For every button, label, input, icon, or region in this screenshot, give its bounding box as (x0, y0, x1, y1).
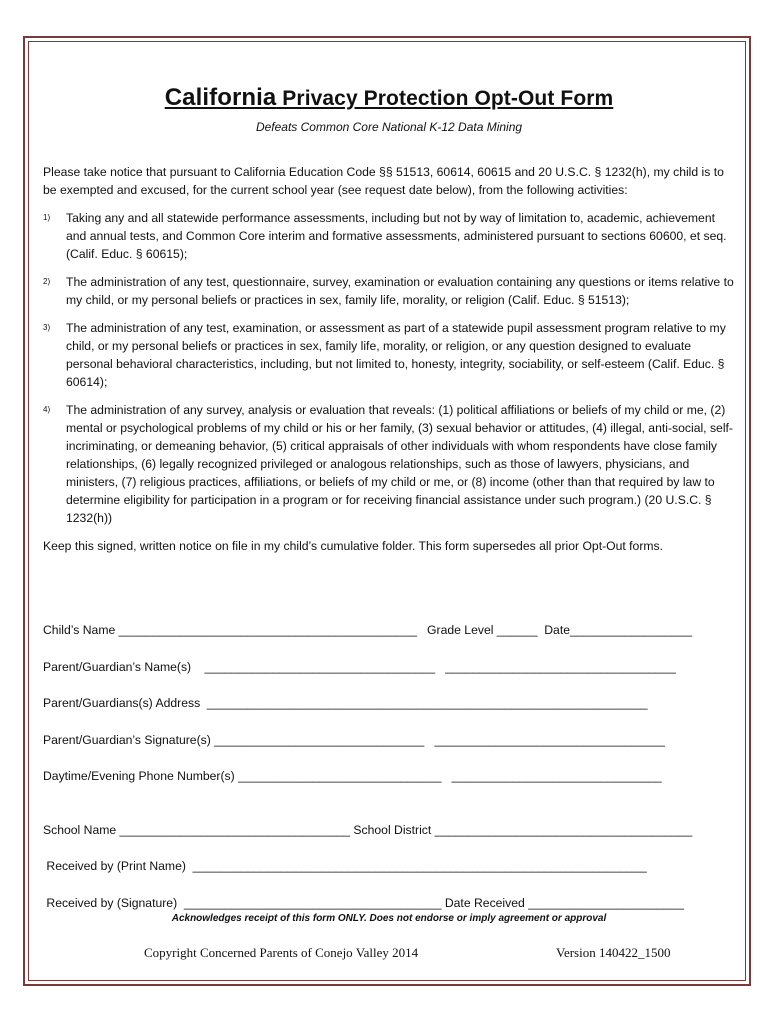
item-text: The administration of any survey, analysis or evaluation that reveals: (1) political affiliations or beliefs of my child or me, (2) mental or psychological problems of my child or his or her family, (3) sexual behavior or attitudes, (4) illegal, anti-social, self-incriminating, or demeaning behavior, (5) critical appraisals of other individuals with whom respondents have close family relationships, (6) legally recognized privileged or analogous relationships, such as those of lawyers, physicians, and ministers, (7) religious practices, affiliations, or beliefs of my child or me, or (8) income (other than that required by law to determine eligibility for participation in a program or for receiving financial assistance under such program.) (20 U.S.C. § 1232(h)) (66, 403, 733, 525)
item-text: Taking any and all statewide performance assessments, including but not by way of limitation to, academic, achievement and annual tests, and Common Core interim and formative assessments, administered pursuant to sections 60600, et seq. (Calif. Educ. § 60615); (66, 211, 727, 261)
item-number: 1) (43, 213, 51, 222)
item-text: The administration of any test, examination, or assessment as part of a statewide pupil assessment program relative to my child, or my personal beliefs or practices in sex, family life, morality, or religion, or any question designed to evaluate personal behavioral characteristics, including, but not limited to, honesty, integrity, sociability, or self-esteem (Calif. Educ. § 60614); (66, 321, 726, 389)
item-text: The administration of any test, questionnaire, survey, examination or evaluation containing any questions or items relative to my child, or my personal beliefs or practices in sex, family life, morality, or religion (Calif. Educ. § 51513); (66, 275, 734, 307)
received-signature-field[interactable]: Received by (Signature) ______________________________________ Date Received _______________________ (43, 896, 685, 910)
title-rest: Privacy Protection Opt-Out Form (276, 87, 614, 110)
version-text: Version 140422_1500 (556, 945, 671, 960)
item-number: 2) (43, 277, 51, 286)
acknowledgement-note: Acknowledges receipt of this form ONLY. Does not endorse or imply agreement or approval (171, 913, 607, 924)
parent-names-field[interactable]: Parent/Guardian’s Name(s) __________________________________ __________________________________ (43, 660, 676, 674)
title-main: California (164, 84, 277, 111)
copyright-text: Copyright Concerned Parents of Conejo Valley 2014 (144, 945, 419, 960)
signature-fields (43, 0, 735, 1024)
childs-name-field[interactable]: Child’s Name ____________________________________________ Grade Level ______ Date__________________ (43, 623, 693, 637)
school-field[interactable]: School Name __________________________________ School District ______________________________________ (43, 823, 693, 837)
received-print-field[interactable]: Received by (Print Name) ___________________________________________________________________ (43, 859, 647, 873)
parent-signature-field[interactable]: Parent/Guardian’s Signature(s) _______________________________ __________________________________ (43, 733, 665, 747)
parent-address-field[interactable]: Parent/Guardians(s) Address _________________________________________________________________ (43, 696, 648, 710)
phone-field[interactable]: Daytime/Evening Phone Number(s) ______________________________ _______________________________ (43, 769, 662, 783)
keep-notice: Keep this signed, written notice on file in my child’s cumulative folder. This form supersedes all prior Opt-Out forms. (43, 539, 664, 553)
item-number: 3) (43, 323, 51, 332)
form-subtitle: Defeats Common Core National K-12 Data Mining (255, 120, 523, 134)
item-number: 4) (43, 405, 51, 414)
intro-paragraph: Please take notice that pursuant to California Education Code §§ 51513, 60614, 60615 and 20 U.S.C. § 1232(h), my child is to be exempted and excused, for the current school year (see request date below), from the following activities: (43, 165, 724, 197)
